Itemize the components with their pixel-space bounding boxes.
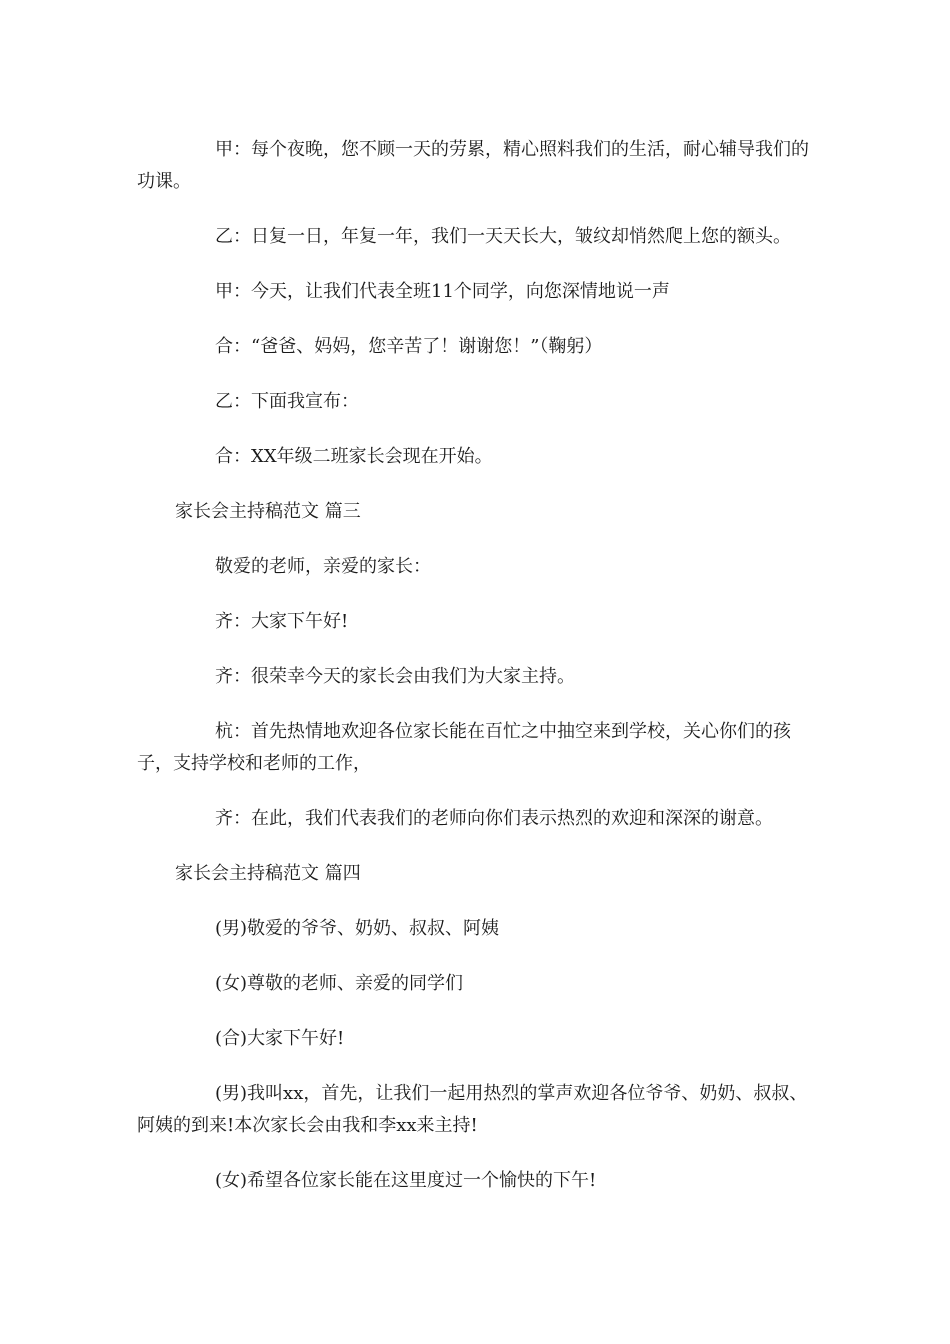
paragraph-hang: 杭：首先热情地欢迎各位家长能在百忙之中抽空来到学校，关心你们的孩子，支持学校和老师的工作， xyxy=(137,721,791,774)
paragraph-he-1: 合：“爸爸、妈妈，您辛苦了！谢谢您！”（鞠躬） xyxy=(215,336,603,357)
section-heading-4: 家长会主持稿范文 篇四 xyxy=(175,863,361,884)
paragraph-qi-1: 齐：大家下午好! xyxy=(215,611,349,632)
paragraph-nan-2: (男)我叫xx，首先，让我们一起用热烈的掌声欢迎各位爷爷、奶奶、叔叔、阿姨的到来!本次家长会由我和李xx来主持! xyxy=(137,1083,808,1136)
paragraph-nan-1: (男)敬爱的爷爷、奶奶、叔叔、阿姨 xyxy=(215,918,500,939)
paragraph-he-2: 合：XX年级二班家长会现在开始。 xyxy=(215,446,493,467)
paragraph-qi-3: 齐：在此，我们代表我们的老师向你们表示热烈的欢迎和深深的谢意。 xyxy=(215,808,773,829)
paragraph-yi-2: 乙：下面我宣布： xyxy=(215,391,359,412)
paragraph-greeting: 敬爱的老师，亲爱的家长： xyxy=(215,556,431,577)
paragraph-nv-1: (女)尊敬的老师、亲爱的同学们 xyxy=(215,973,464,994)
paragraph-nv-2: (女)希望各位家长能在这里度过一个愉快的下午! xyxy=(215,1170,597,1191)
paragraph-yi-1: 乙：日复一日，年复一年，我们一天天长大，皱纹却悄然爬上您的额头。 xyxy=(215,226,791,247)
paragraph-jia-1: 甲：每个夜晚，您不顾一天的劳累，精心照料我们的生活，耐心辅导我们的功课。 xyxy=(137,139,809,192)
section-heading-3: 家长会主持稿范文 篇三 xyxy=(175,501,361,522)
paragraph-he-3: (合)大家下午好! xyxy=(215,1028,345,1049)
paragraph-jia-2: 甲：今天，让我们代表全班11个同学，向您深情地说一声 xyxy=(215,281,670,302)
paragraph-qi-2: 齐：很荣幸今天的家长会由我们为大家主持。 xyxy=(215,666,575,687)
